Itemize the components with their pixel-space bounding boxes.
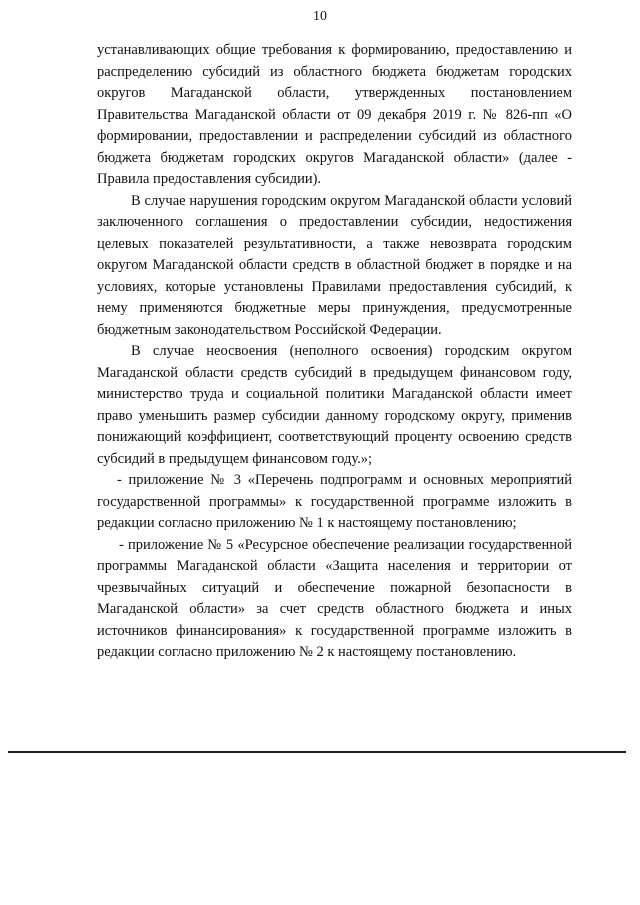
bottom-divider-line (8, 751, 626, 753)
document-body (97, 40, 572, 664)
paragraph-continuation: устанавливающих общие требования к формированию, предоставлению и распределению субсидий из областного бюджета бюджетам городских округов Магаданской области, утвержденных постановлением Правительства Магаданской области от 09 декабря 2019 г. № 826-пп «О формировании, предоставлении и распределении субсидий из областного бюджета бюджетам городских округов Магаданской области» (далее - Правила предоставления субсидии). (97, 42, 572, 187)
paragraph-appendix-5: - приложение № 5 «Ресурсное обеспечение реализации государственной программы Магаданской области «Защита населения и территории от чрезвычайных ситуаций и обеспечение пожарной безопасности в Магаданской области» за счет средств областного бюджета и иных источников финансирования» к государственной программе изложить в редакции согласно приложению № 2 к настоящему постановлению. (97, 536, 572, 660)
page-number: 10 (313, 9, 327, 24)
paragraph-violation: В случае нарушения городским округом Магаданской области условий заключенного соглашения о предоставлении субсидии, недостижения целевых показателей результативности, а также невозврата городским округом Магаданской области средств в областной бюджет в порядке и на условиях, которые установлены Правилами предоставления субсидий, к нему применяются бюджетные меры принуждения, предусмотренные бюджетным законодательством Российской Федерации. (97, 192, 572, 338)
paragraph-non-development: В случае неосвоения (неполного освоения) городским округом Магаданской области средств субсидий в предыдущем финансовом году, министерство труда и социальной политики Магаданской области имеет право уменьшить размер субсидии данному городскому округу, применив понижающий коэффициент, соответствующий проценту освоению средств субсидий в предыдущем финансовом году.»; (97, 343, 572, 467)
paragraph-appendix-3: - приложение № 3 «Перечень подпрограмм и основных мероприятий государственной программы» к государственной программе изложить в редакции согласно приложению № 1 к настоящему постановлению; (97, 472, 572, 531)
